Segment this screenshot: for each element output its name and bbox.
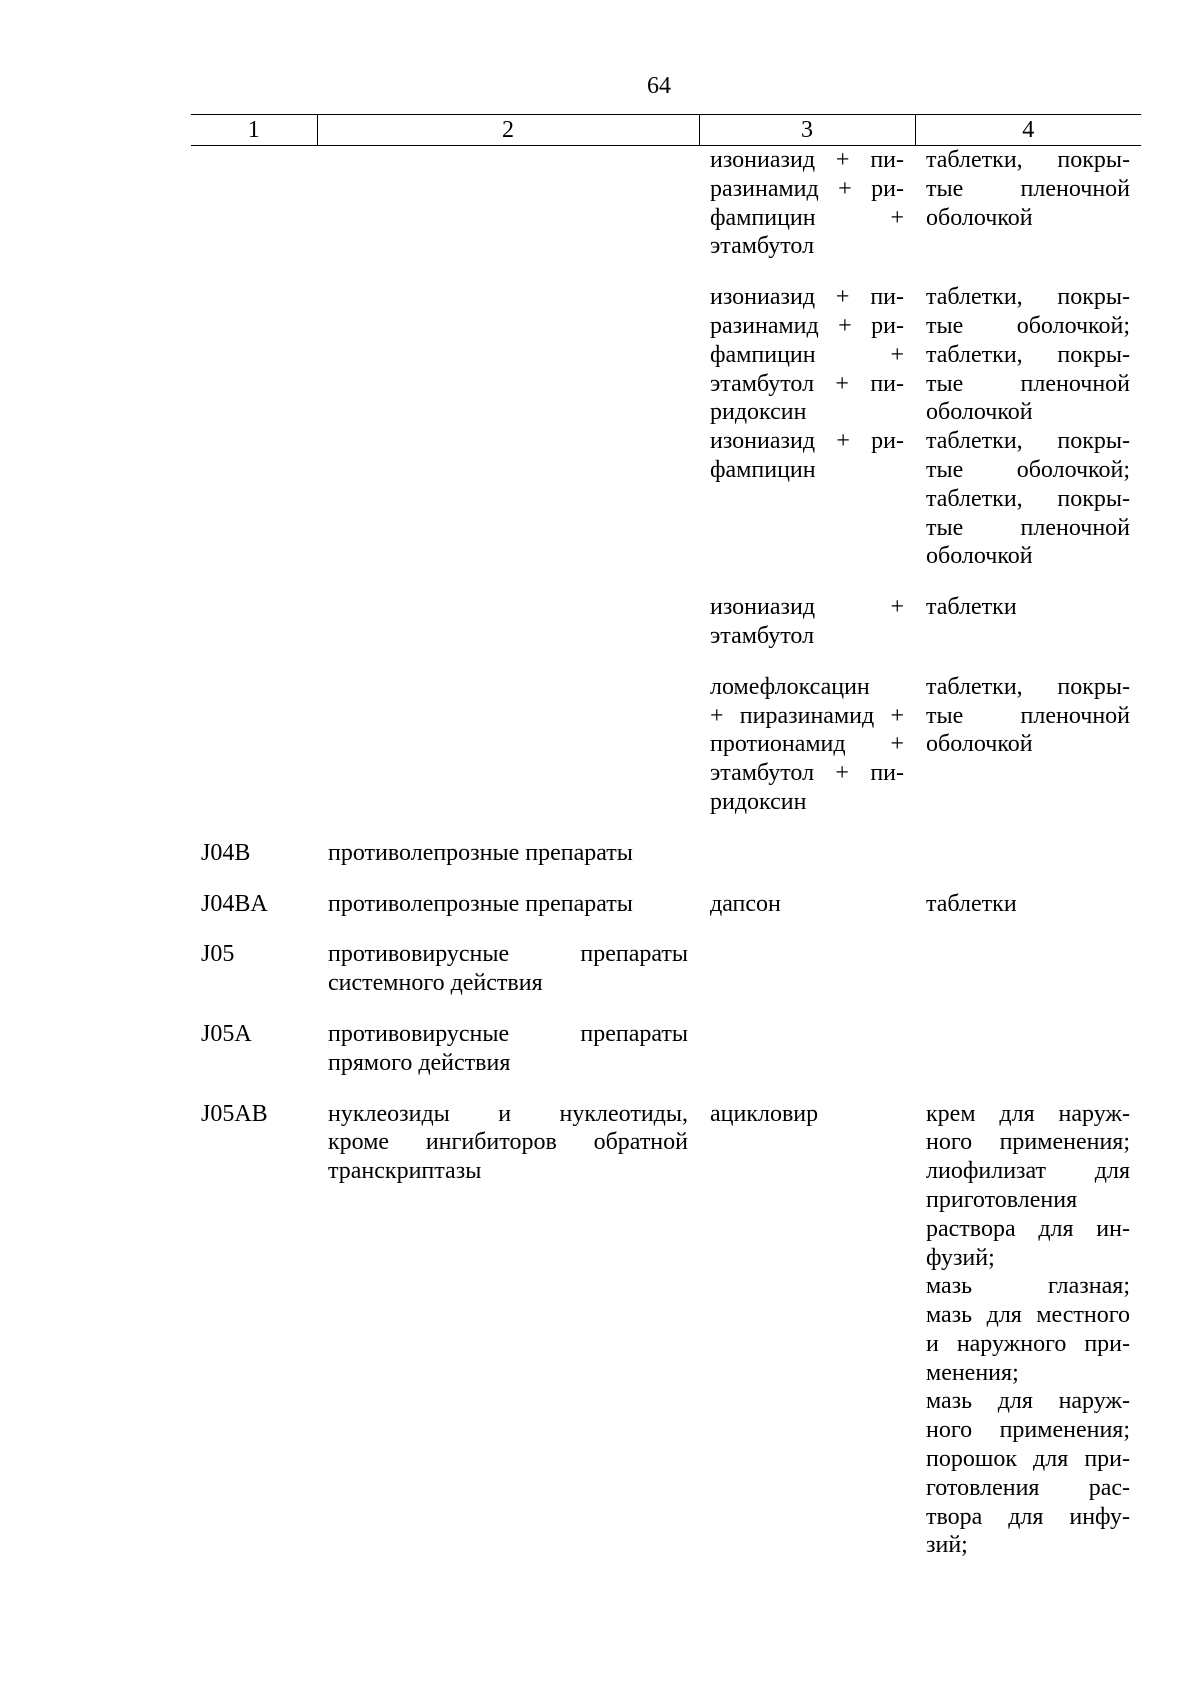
cell-text-line: нуклеозиды и нуклеотиды, — [328, 1100, 688, 1127]
drug-name-cell — [699, 283, 915, 427]
dosage-form-cell — [915, 593, 1141, 673]
cell-text: J05 — [201, 941, 235, 968]
cell-text-line: готовления рас- — [926, 1474, 1130, 1501]
cell-text-line: противовирусные препараты — [328, 941, 688, 968]
drug-name-cell — [699, 1020, 915, 1100]
dosage-form-cell — [915, 673, 1141, 839]
drug-name-cell — [699, 593, 915, 673]
table-row — [191, 890, 1141, 941]
group-name-cell — [317, 146, 699, 284]
atc-code-cell — [191, 839, 317, 890]
group-name-cell — [317, 427, 699, 593]
cell-text-line: таблетки — [926, 594, 1017, 621]
dosage-form-cell — [915, 146, 1141, 284]
cell-text-line: крем для наруж- — [926, 1100, 1130, 1127]
cell-text-line: мазь для наруж- — [926, 1388, 1130, 1415]
drug-name-cell — [699, 146, 915, 284]
cell-text-line: ного применения; — [926, 1129, 1130, 1156]
cell-text-line: фампицин + — [710, 204, 904, 231]
cell-text: J04B — [201, 839, 251, 866]
drug-table — [191, 114, 1141, 1560]
cell-text-line: этамбутол — [710, 233, 815, 260]
cell-text-line: таблетки — [926, 890, 1017, 917]
cell-text-line: таблетки, покры- — [926, 673, 1130, 700]
group-name-cell — [317, 593, 699, 673]
atc-code-cell — [191, 673, 317, 839]
cell-text-line: транскриптазы — [328, 1158, 482, 1185]
table-row — [191, 673, 1141, 839]
drug-name-cell — [699, 427, 915, 593]
cell-text-line: ридоксин — [710, 399, 807, 426]
cell-text-line: разинамид + ри- — [710, 312, 904, 339]
cell-text-line: таблетки, покры- — [926, 341, 1130, 368]
cell-text-line: этамбутол + пи- — [710, 370, 904, 397]
cell-text-line: таблетки, покры- — [926, 284, 1130, 311]
cell-text-line: этамбутол — [710, 622, 815, 649]
cell-text-line: + пиразинамид + — [710, 702, 904, 729]
atc-code-cell — [191, 283, 317, 427]
drug-name-cell — [699, 1100, 915, 1561]
group-name-cell — [317, 673, 699, 839]
cell-text-line: оболочкой — [926, 204, 1033, 231]
cell-text-line: дапсон — [710, 890, 781, 917]
cell-text: J05A — [201, 1020, 252, 1047]
atc-code-cell — [191, 940, 317, 1020]
dosage-form-cell — [915, 940, 1141, 1020]
cell-text-line: тые оболочкой; — [926, 456, 1130, 483]
table-row — [191, 283, 1141, 427]
table-row — [191, 1100, 1141, 1561]
cell-text-line: ного применения; — [926, 1417, 1130, 1444]
cell-text-line: оболочкой — [926, 399, 1033, 426]
cell-text-line: ломефлоксацин — [710, 673, 870, 700]
group-name-cell — [317, 940, 699, 1020]
table-row — [191, 146, 1141, 284]
cell-text-line: тые пленочной — [926, 702, 1130, 729]
atc-code-cell — [191, 427, 317, 593]
cell-text-line: зий; — [926, 1532, 968, 1559]
cell-text-line: и наружного при- — [926, 1330, 1130, 1357]
cell-text-line: тые пленочной — [926, 175, 1130, 202]
cell-text-line: системного действия — [328, 970, 543, 997]
cell-text-line: раствора для ин- — [926, 1215, 1130, 1242]
table-row — [191, 593, 1141, 673]
atc-code-cell — [191, 1020, 317, 1100]
cell-text-line: фампицин + — [710, 341, 904, 368]
group-name-cell — [317, 1100, 699, 1561]
cell-text-line: твора для инфу- — [926, 1503, 1130, 1530]
cell-text-line: тые оболочкой; — [926, 312, 1130, 339]
group-name-cell — [317, 839, 699, 890]
cell-text-line: кроме ингибиторов обратной — [328, 1129, 688, 1156]
drug-name-cell — [699, 839, 915, 890]
table-header-row — [191, 115, 1141, 146]
cell-text-line: тые пленочной — [926, 514, 1130, 541]
cell-text-line: таблетки, покры- — [926, 147, 1130, 173]
cell-text-line: этамбутол + пи- — [710, 760, 904, 787]
cell-text-line: менения; — [926, 1359, 1019, 1386]
cell-text-line: прямого действия — [328, 1049, 511, 1076]
drug-name-cell — [699, 890, 915, 941]
cell-text-line: порошок для при- — [926, 1446, 1130, 1473]
dosage-form-cell — [915, 1020, 1141, 1100]
drug-name-cell — [699, 673, 915, 839]
group-name-cell — [317, 890, 699, 941]
group-name-cell — [317, 283, 699, 427]
dosage-form-cell — [915, 839, 1141, 890]
cell-text-line: тые пленочной — [926, 370, 1130, 397]
dosage-form-cell — [915, 283, 1141, 427]
dosage-form-cell — [915, 1100, 1141, 1561]
cell-text-line: мазь глазная; — [926, 1273, 1130, 1300]
cell-text-line: противовирусные препараты — [328, 1020, 688, 1047]
cell-text-line: фампицин — [710, 456, 816, 483]
table-row — [191, 940, 1141, 1020]
column-header: 4 — [915, 115, 1141, 146]
column-header: 3 — [699, 115, 915, 146]
dosage-form-cell — [915, 890, 1141, 941]
page-number: 64 — [647, 73, 671, 99]
cell-text-line: изониазид + пи- — [710, 147, 904, 173]
cell-text-line: фузий; — [926, 1244, 995, 1271]
cell-text-line: ридоксин — [710, 788, 807, 815]
table-row — [191, 839, 1141, 890]
atc-code-cell — [191, 1100, 317, 1561]
cell-text-line: изониазид + — [710, 594, 904, 621]
cell-text-line: таблетки, покры- — [926, 428, 1130, 455]
atc-code-cell — [191, 890, 317, 941]
cell-text-line: изониазид + пи- — [710, 284, 904, 311]
cell-text-line: противолепрозные препараты — [328, 839, 633, 866]
atc-code-cell — [191, 146, 317, 284]
cell-text-line: противолепрозные препараты — [328, 890, 633, 917]
cell-text-line: оболочкой — [926, 543, 1033, 570]
cell-text-line: лиофилизат для — [926, 1158, 1130, 1185]
column-header: 1 — [191, 115, 317, 146]
dosage-form-cell — [915, 427, 1141, 593]
table-row — [191, 427, 1141, 593]
cell-text-line: изониазид + ри- — [710, 428, 904, 455]
group-name-cell — [317, 1020, 699, 1100]
column-header: 2 — [317, 115, 699, 146]
table-row — [191, 1020, 1141, 1100]
cell-text: J05AB — [201, 1100, 268, 1127]
drug-name-cell — [699, 940, 915, 1020]
cell-text-line: приготовления — [926, 1186, 1078, 1213]
atc-code-cell — [191, 593, 317, 673]
cell-text: J04BA — [201, 890, 268, 917]
cell-text-line: оболочкой — [926, 731, 1033, 758]
cell-text-line: разинамид + ри- — [710, 175, 904, 202]
cell-text-line: ацикловир — [710, 1100, 819, 1127]
cell-text-line: таблетки, покры- — [926, 485, 1130, 512]
cell-text-line: мазь для местного — [926, 1302, 1130, 1329]
cell-text-line: протионамид + — [710, 731, 904, 758]
